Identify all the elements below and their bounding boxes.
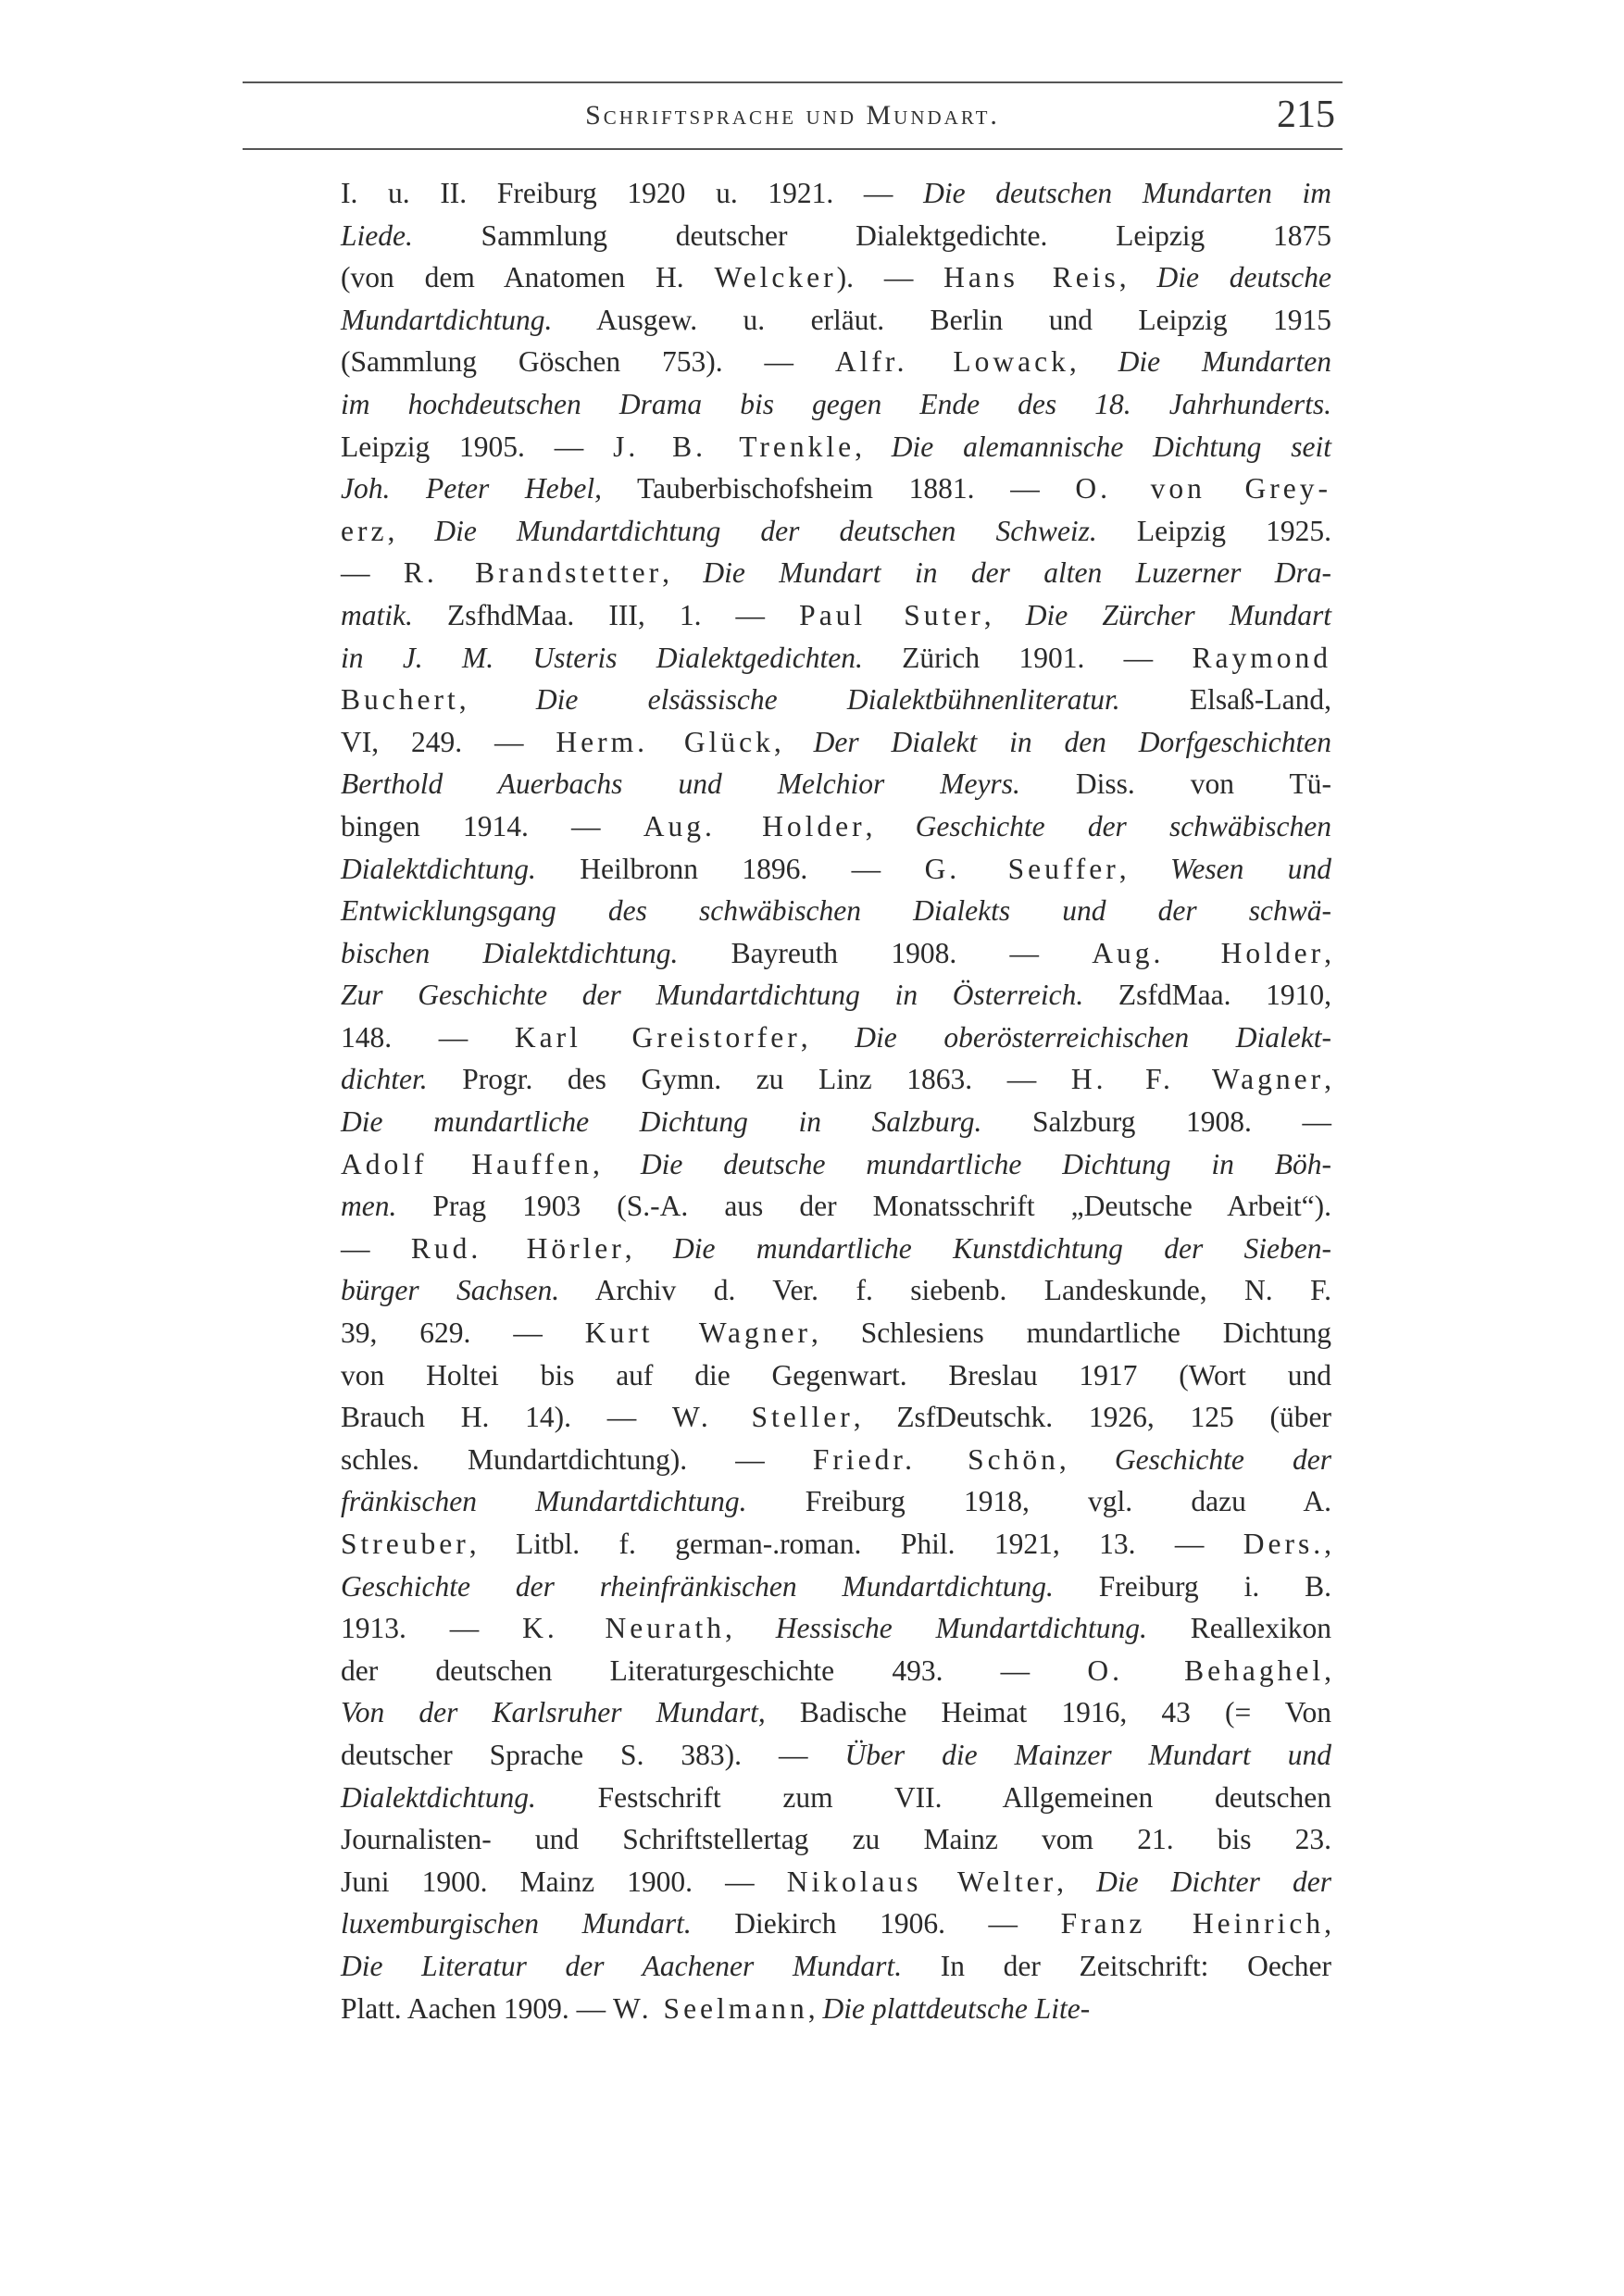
italic-title: dichter.	[341, 1063, 428, 1096]
text-run: 39, 629. —	[341, 1316, 585, 1350]
italic-title: Geschichte der	[1114, 1442, 1331, 1476]
text-run: ,	[800, 1020, 856, 1054]
text-run: Ausgew. u. erläut. Berlin und Leipzig 1915	[552, 303, 1331, 336]
text-run: Leipzig 1905. —	[341, 430, 614, 463]
text-line	[341, 721, 1331, 764]
text-line	[341, 890, 1331, 932]
text-run: —	[341, 1231, 411, 1265]
text-line	[341, 383, 1331, 426]
author-name: Aug. Holder	[643, 809, 866, 842]
italic-title: Die Zürcher Mundart	[1025, 598, 1332, 631]
text-run: Freiburg i. B.	[1053, 1569, 1331, 1603]
italic-title: Die mundartliche Dichtung in Salzburg.	[341, 1105, 982, 1139]
italic-title: Der Dialekt in den Dorfgeschichten	[813, 725, 1332, 758]
text-line	[341, 1143, 1331, 1186]
italic-title: bischen Dialektdichtung.	[341, 936, 679, 969]
author-name: R. Brandstetter	[403, 556, 663, 590]
text-run: I. u. II. Freiburg 1920 u. 1921. —	[341, 177, 924, 209]
text-run: ,	[1324, 1528, 1331, 1560]
text-run: ,	[387, 514, 435, 547]
text-run: Reallexikon	[1146, 1612, 1331, 1645]
italic-title: bürger Sachsen.	[341, 1274, 560, 1307]
text-line	[341, 510, 1331, 553]
text-line	[341, 594, 1331, 637]
italic-title: Mundartdichtung.	[341, 303, 553, 336]
text-line	[341, 763, 1331, 805]
text-line	[341, 1228, 1331, 1270]
author-name: Rud. Hörler	[410, 1231, 625, 1265]
text-run: Elsaß-Land,	[1119, 683, 1331, 717]
italic-title: Die Mundartdichtung der deutschen Schweiz.	[434, 514, 1097, 547]
text-line	[341, 1777, 1331, 1819]
author-name: Kurt Wagner	[584, 1316, 811, 1350]
italic-title: Zur Geschichte der Mundartdichtung in Österreich.	[341, 979, 1084, 1012]
author-name: Ders.	[1243, 1528, 1325, 1560]
text-line	[341, 637, 1331, 680]
text-line	[341, 1903, 1331, 1945]
text-line	[341, 1691, 1331, 1734]
italic-title: Die oberösterreichischen Dialekt-	[855, 1020, 1332, 1054]
text-run: Juni 1900. Mainz 1900. —	[341, 1865, 787, 1898]
italic-title: Wesen und	[1170, 852, 1331, 885]
text-line	[341, 1312, 1331, 1354]
text-line	[341, 1523, 1331, 1566]
italic-title: Geschichte der rheinfränkischen Mundartdichtung.	[341, 1569, 1054, 1603]
author-name: J. B. Trenkle	[613, 430, 856, 463]
text-line	[341, 426, 1331, 468]
text-line	[341, 1945, 1331, 1988]
author-name: Nikolaus Welter	[786, 1865, 1057, 1898]
text-run: ,	[865, 809, 916, 842]
author-name: Paul Suter	[799, 598, 984, 631]
author-name: H. F. Wagner	[1070, 1063, 1325, 1096]
text-run: ZsfhdMaa. III, 1. —	[412, 598, 800, 631]
text-run: , ZsfDeutschk. 1926, 125 (über	[853, 1401, 1332, 1434]
text-run: Archiv d. Ver. f. siebenb. Landeskunde, N. F.	[559, 1274, 1331, 1307]
italic-title: Die deutsche	[1156, 261, 1332, 294]
text-run: ). —	[836, 261, 944, 294]
text-run: Platt. Aachen 1909. —	[341, 1991, 613, 2025]
text-run: ,	[1068, 345, 1118, 379]
bibliography-paragraph	[341, 172, 1331, 2029]
text-run: , Litbl. f. german-.roman. Phil. 1921, 13. —	[468, 1528, 1243, 1560]
text-run: ,	[1058, 1442, 1115, 1476]
text-run: Festschrift zum VII. Allgemeinen deutschen	[535, 1780, 1331, 1814]
running-head	[243, 93, 1343, 144]
text-line	[341, 256, 1331, 299]
text-line	[341, 1988, 1331, 2030]
text-line	[341, 215, 1331, 257]
text-run: ,	[1056, 1865, 1097, 1898]
text-run: Brauch H. 14). —	[341, 1401, 672, 1434]
text-run: ,	[1118, 852, 1171, 885]
text-run: Heilbronn 1896. —	[535, 852, 925, 885]
italic-title: Die mundartliche Kunstdichtung der Sieben-	[673, 1231, 1332, 1265]
italic-title: Die plattdeutsche Lite-	[822, 1991, 1091, 2025]
text-line	[341, 299, 1331, 342]
italic-title: Von der Karlsruher Mundart,	[341, 1696, 766, 1729]
text-run: Journalisten- und Schriftstellertag zu Mainz vom 21. bis 23.	[341, 1823, 1331, 1856]
author-name: Karl Greistorfer	[514, 1020, 801, 1054]
author-name: erz	[341, 514, 388, 547]
text-run: deutscher Sprache S. 383). —	[341, 1738, 845, 1771]
text-run: Progr. des Gymn. zu Linz 1863. —	[427, 1063, 1071, 1096]
italic-title: Dialektdichtung.	[341, 1780, 536, 1814]
italic-title: Die Mundart in der alten Luzerner Dra-	[703, 556, 1332, 590]
text-run: schles. Mundartdichtung). —	[341, 1442, 813, 1476]
italic-title: Berthold Auerbachs und Melchior Meyrs.	[341, 767, 1020, 801]
italic-title: Die alemannische Dichtung seit	[891, 430, 1331, 463]
text-line	[341, 1818, 1331, 1861]
italic-title: men.	[341, 1190, 397, 1223]
italic-title: Die deutsche mundartliche Dichtung in Böh-	[640, 1147, 1331, 1180]
text-run: ,	[1324, 1907, 1331, 1940]
text-run: Leipzig 1925.	[1096, 514, 1331, 547]
text-run: ,	[624, 1231, 673, 1265]
italic-title: Die Dichter der	[1096, 1865, 1331, 1898]
text-run: ,	[593, 1147, 641, 1180]
header-bottom-rule	[243, 148, 1343, 150]
text-run: VI, 249. —	[341, 725, 556, 758]
text-run: 1913. —	[341, 1612, 523, 1645]
author-name: O. von Grey-	[1075, 472, 1331, 505]
italic-title: Entwicklungsgang des schwäbischen Dialekts und der schwä-	[341, 894, 1331, 928]
text-line	[341, 1017, 1331, 1059]
text-line	[341, 468, 1331, 510]
text-run: ,	[983, 598, 1026, 631]
italic-title: Dialektdichtung.	[341, 852, 536, 885]
text-run: Zürich 1901. —	[862, 641, 1193, 674]
text-run: In der Zeitschrift: Oecher	[902, 1949, 1331, 1982]
author-name: Herm. Glück	[556, 725, 774, 758]
text-run: bingen 1914. —	[341, 809, 643, 842]
text-run: Prag 1903 (S.-A. aus der Monatsschrift „Deutsche Arbeit“).	[396, 1190, 1331, 1223]
text-line	[341, 1101, 1331, 1143]
italic-title: Über die Mainzer Mundart und	[844, 1738, 1331, 1771]
author-name: Hans Reis	[943, 261, 1119, 294]
text-run: 148. —	[341, 1020, 515, 1054]
italic-title: Die Literatur der Aachener Mundart.	[341, 1949, 903, 1982]
author-name: Franz Heinrich	[1060, 1907, 1325, 1940]
author-name: W. Seelmann	[612, 1991, 808, 2025]
author-name: W. Steller	[671, 1401, 854, 1434]
text-run: ,	[1324, 936, 1331, 969]
text-line	[341, 1354, 1331, 1397]
text-line	[341, 932, 1331, 975]
author-name: Welcker	[714, 261, 837, 294]
text-run: Freiburg 1918, vgl. dazu A.	[746, 1485, 1331, 1518]
italic-title: Die elsässische Dialektbühnenliteratur.	[535, 683, 1120, 717]
text-run: , Schlesiens mundartliche Dichtung	[810, 1316, 1331, 1350]
text-line	[341, 679, 1331, 721]
author-name: Adolf Hauffen	[341, 1147, 593, 1180]
running-head-title: Schriftsprache und Mundart.	[585, 100, 1000, 131]
text-run: ,	[1324, 1653, 1331, 1687]
text-run: der deutschen Literaturgeschichte 493. —	[341, 1653, 1088, 1687]
page-number: 215	[1277, 94, 1335, 136]
italic-title: Liede.	[341, 218, 413, 252]
text-run: Salzburg 1908. —	[981, 1105, 1331, 1139]
text-run: Badische Heimat 1916, 43 (= Von	[765, 1696, 1331, 1729]
text-line	[341, 1566, 1331, 1608]
text-line	[341, 1480, 1331, 1523]
text-line	[341, 1650, 1331, 1692]
author-name: O. Behaghel	[1087, 1653, 1325, 1687]
text-run: Diss. von Tü-	[1019, 767, 1331, 801]
italic-title: im hochdeutschen Drama bis gegen Ende des 18. Jahrhunderts.	[341, 387, 1331, 420]
italic-title: matik.	[341, 598, 413, 631]
text-line	[341, 552, 1331, 594]
author-name: G. Seuffer	[924, 852, 1119, 885]
author-name: K. Neurath	[522, 1612, 726, 1645]
text-run: —	[341, 556, 404, 590]
text-line	[341, 1269, 1331, 1312]
header-top-rule	[243, 81, 1343, 83]
author-name: Raymond	[1192, 641, 1331, 674]
author-name: Streuber	[341, 1528, 469, 1560]
text-run: (Sammlung Göschen 753). —	[341, 345, 835, 379]
text-run: ,	[1324, 1063, 1331, 1096]
text-line	[341, 1439, 1331, 1481]
italic-title: Die deutschen Mundarten im	[923, 177, 1331, 209]
text-line	[341, 1734, 1331, 1777]
italic-title: Joh. Peter Hebel,	[341, 472, 602, 505]
italic-title: Die Mundarten	[1118, 345, 1331, 379]
text-run: Sammlung deutscher Dialektgedichte. Leipzig 1875	[412, 218, 1331, 252]
italic-title: Hessische Mundartdichtung.	[775, 1612, 1147, 1645]
text-run: ,	[1118, 261, 1157, 294]
text-run: von Holtei bis auf die Gegenwart. Breslau 1917 (Wort und	[341, 1358, 1331, 1391]
text-run: ,	[725, 1612, 776, 1645]
author-name: Aug. Holder	[1092, 936, 1325, 969]
italic-title: luxemburgischen Mundart.	[341, 1907, 692, 1940]
author-name: Friedr. Schön	[812, 1442, 1059, 1476]
text-line	[341, 341, 1331, 383]
text-line	[341, 1861, 1331, 1903]
text-line	[341, 848, 1331, 891]
text-run: ZsfdMaa. 1910,	[1083, 979, 1331, 1012]
text-line	[341, 1185, 1331, 1228]
text-line	[341, 1058, 1331, 1101]
text-run: (von dem Anatomen H.	[341, 261, 715, 294]
text-run: Tauberbischofsheim 1881. —	[601, 472, 1076, 505]
text-run: ,	[458, 683, 536, 717]
author-name: Buchert	[341, 683, 459, 717]
text-line	[341, 805, 1331, 848]
text-run: ,	[773, 725, 814, 758]
italic-title: fränkischen Mundartdichtung.	[341, 1485, 747, 1518]
text-line	[341, 1607, 1331, 1650]
italic-title: Geschichte der schwäbischen	[915, 809, 1331, 842]
text-run: ,	[807, 1991, 823, 2025]
author-name: Alfr. Lowack	[834, 345, 1069, 379]
text-run: Diekirch 1906. —	[691, 1907, 1061, 1940]
text-run: ,	[662, 556, 704, 590]
text-run: ,	[855, 430, 892, 463]
text-run: Bayreuth 1908. —	[678, 936, 1093, 969]
text-line	[341, 974, 1331, 1017]
text-line	[341, 1396, 1331, 1439]
text-line	[341, 172, 1331, 215]
italic-title: in J. M. Usteris Dialektgedichten.	[341, 641, 863, 674]
